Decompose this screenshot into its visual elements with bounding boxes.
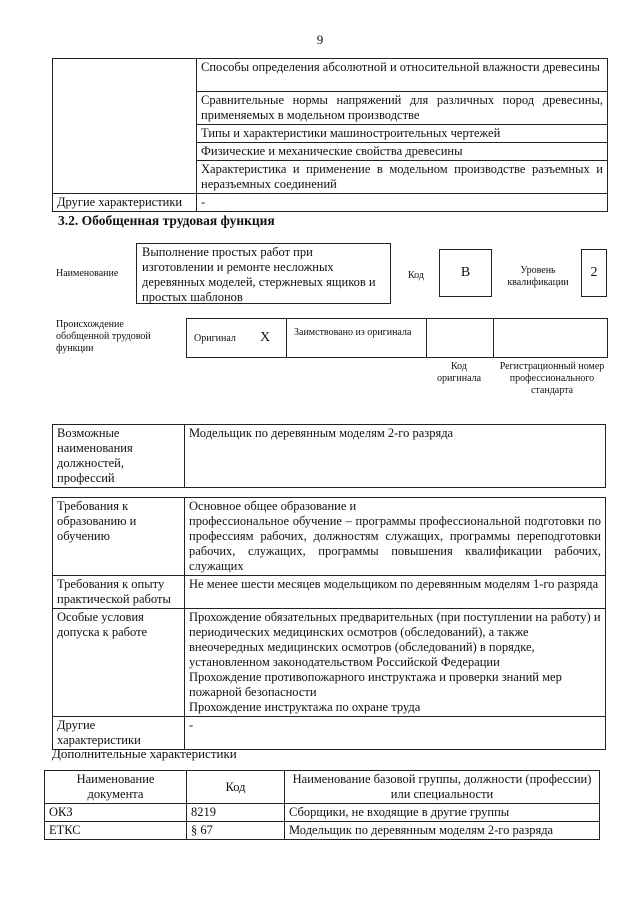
positions-label: Возможные наименования должностей, профессий (53, 425, 185, 488)
requirement-line: Прохождение противопожарного инструктажа и проверки знаний мер пожарной безопасности (189, 670, 562, 699)
other-characteristics-label: Другие характеристики (53, 194, 197, 212)
code-value: В (460, 265, 471, 280)
origin-label: Происхождение обобщенной трудовой функции (56, 319, 151, 354)
positions-value: Модельщик по деревянным моделям 2-го разряда (185, 425, 606, 488)
code-box (439, 249, 492, 297)
origin-divider (426, 318, 427, 358)
requirements-table (52, 497, 606, 750)
origin-divider (493, 318, 494, 358)
knowledge-row: Физические и механические свойства древесины (197, 143, 608, 161)
registration-number-caption: Регистрационный номер профессионального стандарта (499, 361, 605, 396)
knowledge-row: Сравнительные нормы напряжений для различных пород древесины, применяемых в модельном производстве (197, 92, 608, 125)
additional-characteristics-title: Дополнительные характеристики (52, 746, 237, 761)
section-title: 3.2. Обобщенная трудовая функция (58, 213, 275, 228)
other-characteristics-label: Другие характеристики (53, 717, 185, 750)
page-number: 9 (316, 32, 324, 47)
requirement-line: Не менее шести месяцев модельщиком по деревянным моделям 1-го разряда (189, 577, 599, 591)
knowledge-row: Способы определения абсолютной и относительной влажности древесины (197, 59, 608, 92)
origin-divider (286, 318, 287, 358)
table-row-name: Сборщики, не входящие в другие группы (285, 804, 600, 822)
experience-requirements-value (185, 576, 606, 609)
header-document: Наименование документа (45, 771, 187, 804)
requirement-line: Прохождение инструктажа по охране труда (189, 700, 421, 714)
knowledge-row: Характеристика и применение в модельном производстве разъемных и неразъемных соединений (197, 161, 608, 194)
function-name-box (136, 243, 391, 304)
function-name: Выполнение простых работ при изготовлении и ремонте несложных деревянных моделей, стержневых ящиков и простых шаблонов (142, 245, 376, 304)
empty-label-cell (53, 59, 197, 194)
level-box (581, 249, 607, 297)
original-label: Оригинал (194, 333, 236, 344)
requirement-line: - (189, 718, 194, 732)
experience-requirements-label: Требования к опыту практической работы (53, 576, 185, 609)
name-label: Наименование (56, 268, 119, 279)
header-group-name: Наименование базовой группы, должности (профессии) или специальности (285, 771, 600, 804)
level-label: Уровень квалификации (507, 265, 569, 288)
code-label: Код (408, 270, 424, 281)
table-row-document: ОКЗ (45, 804, 187, 822)
top-characteristics-table (52, 58, 608, 212)
requirement-line: Прохождение обязательных предварительных (при поступлении на работу) и периодических медицинских осмотров (обследований), а также внеочередных медицинских осмотров (обследований) в порядке, установленном законодательством Российской Федерации (189, 610, 601, 669)
level-value: 2 (590, 265, 598, 280)
admission-conditions-value (185, 609, 606, 717)
admission-conditions-label: Особые условия допуска к работе (53, 609, 185, 717)
positions-table (52, 424, 606, 488)
borrowed-label: Заимствовано из оригинала (294, 327, 412, 338)
table-row-document: ЕТКС (45, 822, 187, 840)
table-row-code: 8219 (187, 804, 285, 822)
education-requirements-label: Требования к образованию и обучению (53, 498, 185, 576)
original-mark: X (260, 330, 271, 345)
education-requirements-value (185, 498, 606, 576)
other-characteristics-value: - (197, 194, 608, 212)
code-original-caption: Код оригинала (436, 361, 482, 384)
additional-characteristics-table (44, 770, 600, 840)
requirement-line: профессиональное обучение – программы профессиональной подготовки по профессиям рабочих, должностям служащих, программы переподготовки рабочих, служащих, программы повышения квалификации рабочих, служащих (189, 514, 601, 573)
knowledge-row: Типы и характеристики машиностроительных чертежей (197, 125, 608, 143)
header-code: Код (187, 771, 285, 804)
table-row-name: Модельщик по деревянным моделям 2-го разряда (285, 822, 600, 840)
table-row-code: § 67 (187, 822, 285, 840)
requirement-line: Основное общее образование и (189, 499, 357, 513)
other-characteristics-value (185, 717, 606, 750)
